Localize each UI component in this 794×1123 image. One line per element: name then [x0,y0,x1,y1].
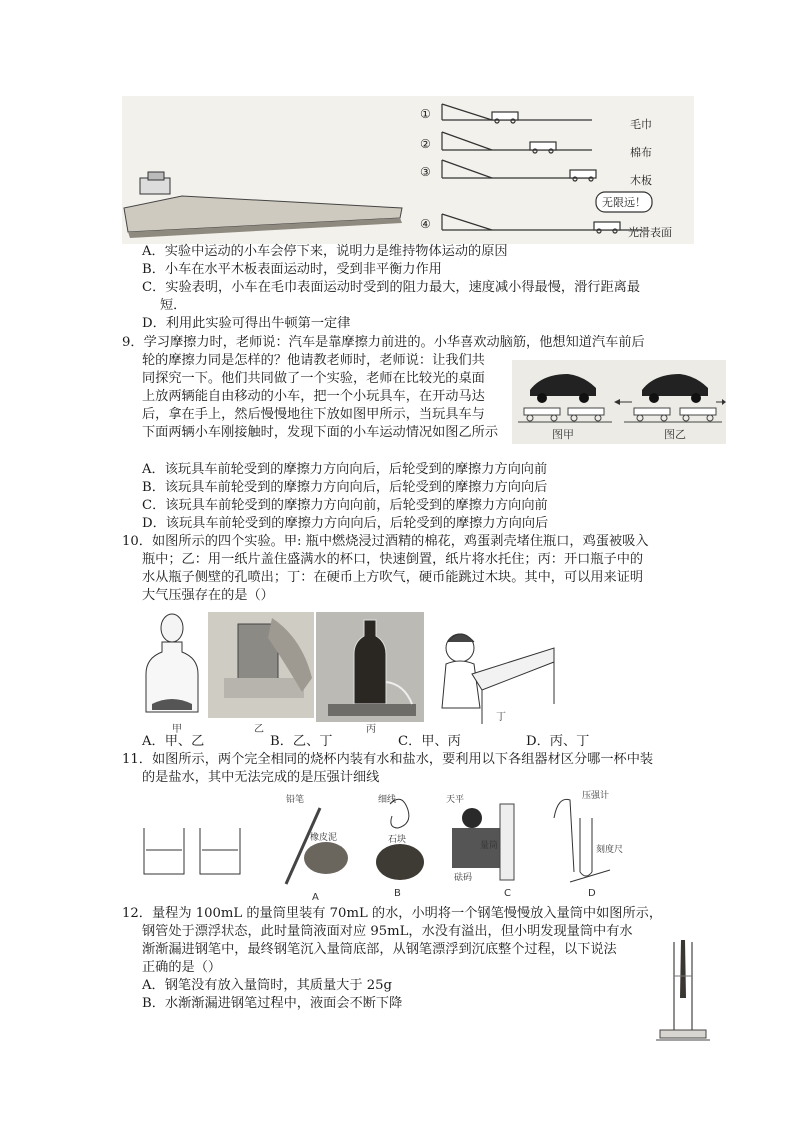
q8-option-b: B．小车在水平木板表面运动时，受到非平衡力作用 [142,262,442,277]
group-a-pencil-clay [286,808,348,884]
label-cylinder: 量筒 [480,841,499,851]
q12-stem-line-2: 钢管处于漂浮状态，此时量筒液面对应 95mL，水没有溢出，但小明发现量筒中有水 [142,924,633,939]
q9-toy-car-figure [512,360,726,444]
label-d: D [588,888,596,899]
q12-option-a: A．钢笔没有放入量筒时，其质量大于 25g [142,978,392,993]
label-infinite: 无限远！ [602,196,646,209]
label-towel: 毛巾 [630,118,652,131]
q10-stem-line-4: 大气压强存在的是（） [142,588,274,603]
label-4: ④ [420,217,431,231]
label-fig-jia: 图甲 [552,428,574,441]
q10-option-b: B．乙、丁 [270,734,333,749]
label-stone: 石块 [388,835,407,845]
q12-option-b: B．水渐渐漏进钢笔过程中，液面会不断下降 [142,996,403,1011]
two-beakers [144,828,240,874]
q11-stem-line-1: 11．如图所示，两个完全相同的烧杯内装有水和盐水，要利用以下各组器材区分哪一杯中装 [122,752,654,767]
label-smooth-surface: 光滑表面 [628,226,672,239]
q10-stem-line-1: 10．如图所示的四个实验。甲: 瓶中燃烧浸过酒精的棉花，鸡蛋剥壳堵住瓶口，鸡蛋被吸入 [122,534,649,549]
q11-stem-line-2: 的是盐水，其中无法完成的是压强计细线 [142,770,380,785]
ding-blowing-coin [442,634,554,724]
q12-cylinder-figure [652,936,712,1048]
q12-stem-line-4: 正确的是（） [142,960,222,975]
label-jia: 甲 [172,724,182,734]
q8-option-c: C．实验表明，小车在毛巾表面运动时受到的阻力最大，速度减小得最慢，滑行距离最 [142,280,641,295]
q8-option-d: D．利用此实验可得出牛顿第一定律 [142,316,351,331]
q9-option-a: A．该玩具车前轮受到的摩擦力方向向后，后轮受到的摩擦力方向向前 [142,462,548,477]
q9-option-d: D．该玩具车前轮受到的摩擦力方向向后，后轮受到的摩擦力方向向后 [142,516,549,531]
label-c: C [504,888,511,899]
q9-option-b: B．该玩具车前轮受到的摩擦力方向向后，后轮受到的摩擦力方向向后 [142,480,548,495]
label-yi: 乙 [254,724,264,734]
q10-option-a: A．甲、乙 [142,734,205,749]
q10-stem-line-2: 瓶中；乙：用一纸片盖住盛满水的杯口，快速倒置，纸片将水托住；丙：开口瓶子中的 [142,552,644,567]
label-fig-yi: 图乙 [664,428,686,441]
label-ding: 丁 [496,712,506,723]
yi-cup-photo [208,612,314,718]
q9-stem-line-1: 9．学习摩擦力时，老师说：汽车是靠摩擦力前进的。小华喜欢动脑筋，他想知道汽车前后 [122,335,645,350]
label-gauge: 压强计 [582,791,610,801]
label-clay: 橡皮泥 [310,833,338,843]
q8-option-a: A．实验中运动的小车会停下来，说明力是维持物体运动的原因 [142,244,508,259]
label-1: ① [420,107,431,121]
label-weights: 砝码 [454,873,473,883]
q9-stem-line-4: 上放两辆能自由移动的小车，把一个小玩具车，在开动马达 [142,389,485,404]
q9-stem-line-2: 轮的摩擦力同是怎样的？他请教老师时，老师说：让我们共 [142,353,485,368]
label-balance: 天平 [446,795,465,805]
label-cotton: 棉布 [630,146,652,159]
q9-stem-line-3: 同探究一下。他们共同做了一个实验，老师在比较光的桌面 [142,371,485,386]
q9-option-c: C．该玩具车前轮受到的摩擦力方向向前，后轮受到的摩擦力方向向前 [142,498,548,513]
group-d-pressure-gauge [554,799,610,882]
q8-option-c-cont: 短． [160,298,187,313]
jia-bottle-egg [146,614,198,712]
label-a: A [312,892,319,903]
q12-stem-line-3: 渐渐漏进钢笔中，最终钢笔沉入量筒底部，从钢笔漂浮到沉底整个过程，以下说法 [142,942,617,957]
label-b: B [394,888,401,899]
q9-stem-line-5: 后，拿在手上，然后慢慢地往下放如图甲所示，当玩具车与 [142,407,485,422]
label-wood: 木板 [630,174,652,187]
label-ruler: 刻度尺 [596,845,624,855]
label-2: ② [420,137,431,151]
q9-stem-line-6: 下面两辆小车刚接触时，发现下面的小车运动情况如图乙所示 [142,425,499,440]
q11-equipment-figure [140,788,640,904]
q10-four-experiments-figure [142,608,560,734]
label-pencil: 铅笔 [286,795,305,805]
label-3: ③ [420,165,431,179]
q12-stem-line-1: 12．量程为 100mL 的量筒里装有 70mL 的水，小明将一个钢笔慢慢放入量筒中如图所示， [122,906,663,921]
q10-option-d: D．丙、丁 [526,734,590,749]
bing-bottle-photo [316,612,424,722]
label-string: 细线 [378,795,397,805]
q10-option-c: C．甲、丙 [398,734,461,749]
q10-stem-line-3: 水从瓶子侧壁的孔喷出；丁：在硬币上方吹气，硬币能跳过木块。其中，可以用来证明 [142,570,644,585]
q8-experiment-figure [122,96,694,244]
label-bing: 丙 [366,724,376,734]
